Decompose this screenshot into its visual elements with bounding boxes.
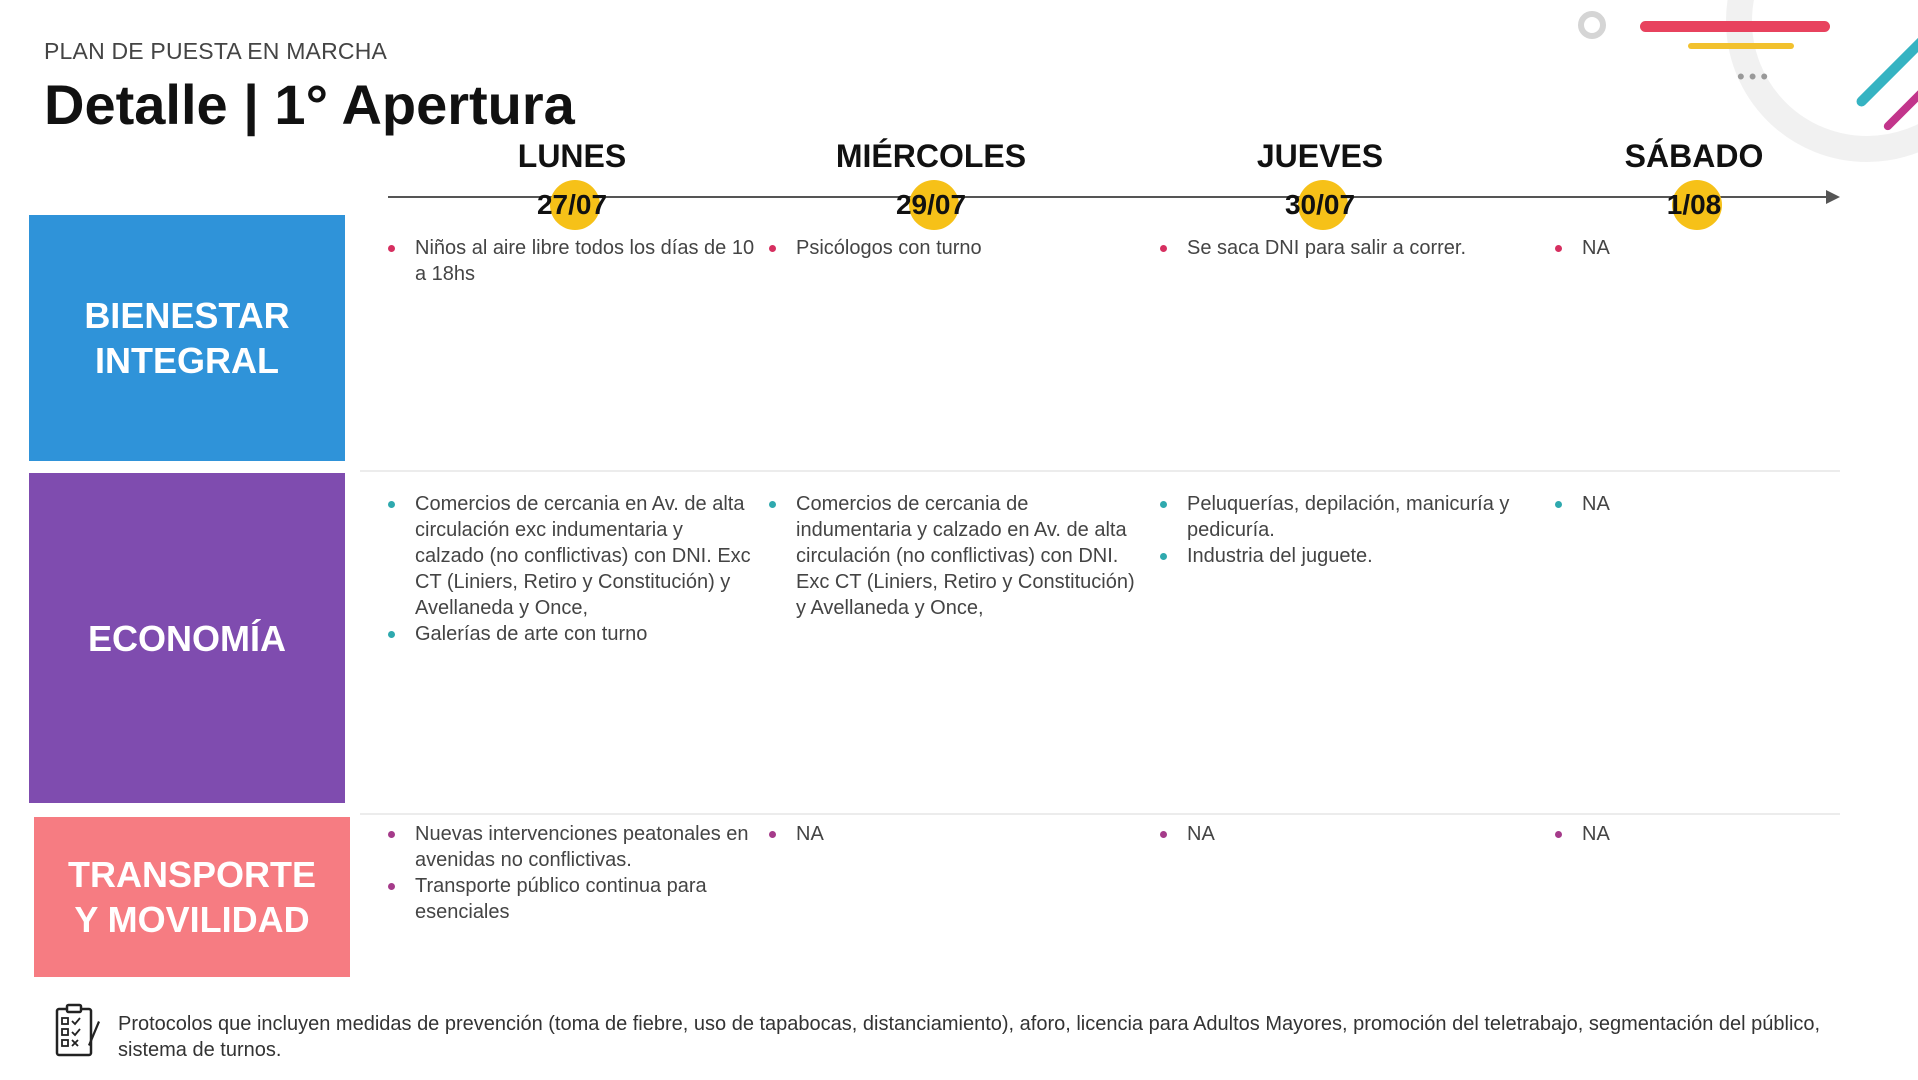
schedule-cell (386, 491, 756, 647)
row-divider (360, 470, 1840, 472)
timeline-arrow-icon (1826, 190, 1840, 204)
bullet-item: Nuevas intervenciones peatonales en avenidas no conflictivas. (386, 821, 756, 873)
day-name: SÁBADO (1624, 138, 1764, 174)
category-label: ECONOMÍA (88, 617, 286, 659)
schedule-cell (1158, 491, 1528, 569)
bullet-list (1553, 821, 1918, 847)
schedule-cell (386, 235, 756, 287)
timeline-day-miercoles (801, 138, 1061, 228)
category-economia (29, 473, 345, 803)
bullet-list (767, 821, 1137, 847)
footer-protocols-text: Protocolos que incluyen medidas de prevención (toma de fiebre, uso de tapabocas, distanciamiento), aforo, licencia para Adultos Mayores, promoción del teletrabajo, segmentación del público, sistema de turnos. (118, 1013, 1821, 1061)
bullet-item: NA (1553, 491, 1918, 517)
bullet-list (1158, 235, 1528, 261)
page-kicker: PLAN DE PUESTA EN MARCHA (44, 38, 388, 64)
bullet-item: Transporte público continua para esenciales (386, 873, 756, 925)
bullet-item: Niños al aire libre todos los días de 10 a 18hs (386, 235, 756, 287)
bullet-list (386, 821, 756, 925)
bullet-list (1158, 491, 1528, 569)
more-dots-icon: ••• (1737, 64, 1773, 89)
bullet-item: Industria del juguete. (1158, 543, 1528, 569)
decorative-ring (1578, 11, 1606, 39)
category-label: TRANSPORTE Y MOVILIDAD (67, 854, 316, 940)
bullet-list (1158, 821, 1528, 847)
category-bienestar-integral (29, 215, 345, 461)
schedule-cell (1553, 491, 1918, 517)
category-label: BIENESTAR INTEGRAL (84, 295, 290, 381)
schedule-cell (767, 491, 1137, 621)
bullet-list (1553, 235, 1918, 261)
bullet-item: Se saca DNI para salir a correr. (1158, 235, 1528, 261)
schedule-cell (1158, 235, 1528, 261)
checklist-icon (54, 1003, 100, 1059)
day-date: 27/07 (536, 189, 608, 220)
timeline-day-jueves (1190, 138, 1450, 228)
schedule-cell (767, 821, 1137, 847)
decorative-red-bar (1640, 21, 1830, 32)
bullet-item: Peluquerías, depilación, manicuría y pedicuría. (1158, 491, 1528, 543)
day-name: JUEVES (1256, 138, 1384, 174)
bullet-list (386, 491, 756, 647)
bullet-list (767, 235, 1137, 261)
page-title: Detalle | 1° Apertura (44, 73, 575, 136)
bullet-list (1553, 491, 1918, 517)
category-transporte-movilidad (34, 817, 350, 977)
timeline-day-sabado (1564, 138, 1824, 228)
timeline-day-lunes (442, 138, 702, 228)
day-date: 29/07 (895, 189, 967, 220)
schedule-cell (386, 821, 756, 925)
bullet-item: NA (767, 821, 1137, 847)
schedule-cell (1553, 235, 1918, 261)
bullet-item: NA (1158, 821, 1528, 847)
bullet-item: NA (1553, 821, 1918, 847)
day-date: 30/07 (1284, 189, 1356, 220)
bullet-item: Psicólogos con turno (767, 235, 1137, 261)
schedule-cell (1158, 821, 1528, 847)
schedule-cell (767, 235, 1137, 261)
bullet-list (767, 491, 1137, 621)
schedule-cell (1553, 821, 1918, 847)
bullet-item: Galerías de arte con turno (386, 621, 756, 647)
decorative-yellow-bar (1688, 43, 1794, 49)
bullet-list (386, 235, 756, 287)
bullet-item: Comercios de cercania en Av. de alta circulación exc indumentaria y calzado (no conflictivas) con DNI. Exc CT (Liniers, Retiro y Constitución) y Avellaneda y Once, (386, 491, 756, 621)
bullet-item: NA (1553, 235, 1918, 261)
day-name: MIÉRCOLES (835, 138, 1027, 174)
bullet-item: Comercios de cercania de indumentaria y calzado en Av. de alta circulación (no conflictivas) con DNI. Exc CT (Liniers, Retiro y Constitución) y Avellaneda y Once, (767, 491, 1137, 621)
row-divider (360, 813, 1840, 815)
day-name: LUNES (517, 138, 627, 174)
day-date: 1/08 (1666, 189, 1722, 220)
